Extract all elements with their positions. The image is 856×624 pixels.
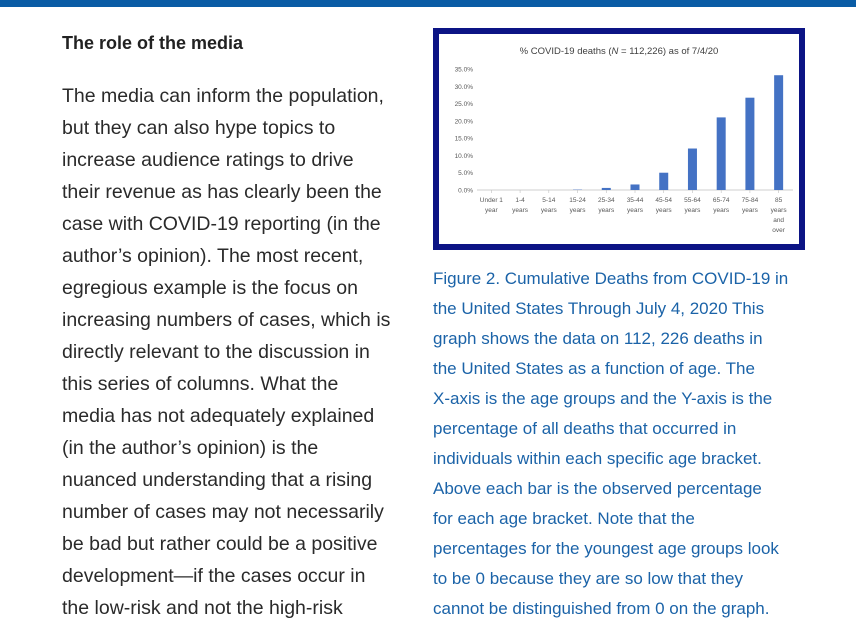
- article-line: directly relevant to the discussion in: [62, 341, 370, 363]
- x-tick-label: Under 1: [479, 197, 503, 204]
- x-tick-label: and: [773, 217, 785, 224]
- article-line: nuanced understanding that a rising: [62, 469, 373, 491]
- caption-line: X-axis is the age groups and the Y-axis is the: [433, 389, 773, 408]
- bar-4: [602, 188, 611, 190]
- y-tick-label: 15.0%: [454, 135, 473, 143]
- article-line: media has not adequately explained: [62, 405, 375, 427]
- bar-8: [717, 117, 726, 190]
- y-tick-label: 30.0%: [454, 83, 473, 91]
- bar-7: [688, 149, 697, 190]
- caption-line: graph shows the data on 112, 226 deaths in: [433, 329, 763, 348]
- x-tick-label: 45-54: [655, 197, 673, 204]
- article-line: The media can inform the population,: [62, 85, 384, 107]
- article-line: this series of columns. What the: [62, 373, 339, 395]
- article-line: be bad but rather could be a positive: [62, 533, 378, 555]
- caption-line: the United States as a function of age. The: [433, 359, 755, 378]
- section-heading: The role of the media: [62, 33, 244, 53]
- caption-line: percentages for the youngest age groups look: [433, 539, 779, 558]
- x-tick-label: 65-74: [712, 197, 730, 204]
- article-body: [62, 80, 412, 624]
- article-line: the low-risk and not the high-risk: [62, 597, 343, 619]
- x-tick-label: 15-24: [569, 197, 586, 204]
- x-tick-label: years: [627, 207, 643, 214]
- x-tick-label: years: [598, 207, 615, 214]
- x-tick-label: years: [569, 207, 586, 214]
- x-tick-label: years: [741, 207, 758, 214]
- figure-caption: [433, 264, 833, 624]
- caption-line: for each age bracket. Note that the: [433, 509, 695, 528]
- x-tick-label: years: [713, 207, 730, 214]
- x-tick-label: 85: [775, 197, 783, 204]
- caption-line: cannot be distinguished from 0 on the graph.: [433, 599, 770, 618]
- article-line: case with COVID-19 reporting (in the: [62, 213, 381, 235]
- caption-line: to be 0 because they are so low that they: [433, 569, 743, 588]
- x-tick-label: 35-44: [626, 197, 644, 204]
- y-tick-label: 5.0%: [458, 170, 473, 178]
- y-tick-label: 35.0%: [454, 66, 473, 74]
- article-line: (in the author’s opinion) is the: [62, 437, 319, 459]
- x-tick-label: 55-64: [684, 197, 701, 204]
- caption-line: Above each bar is the observed percentage: [433, 479, 762, 498]
- bar-10: [774, 75, 783, 190]
- figure-frame: [433, 28, 805, 250]
- bar-6: [659, 173, 668, 190]
- y-tick-label: 20.0%: [454, 118, 473, 126]
- caption-line: Figure 2. Cumulative Deaths from COVID-19 in: [433, 269, 789, 288]
- x-tick-label: over: [772, 227, 785, 234]
- article-line: their revenue as has clearly been the: [62, 181, 382, 203]
- x-tick-label: 1-4: [515, 197, 525, 204]
- article-line: increasing numbers of cases, which is: [62, 309, 391, 331]
- top-accent-bar: [0, 0, 856, 7]
- article-line: author’s opinion). The most recent,: [62, 245, 364, 267]
- article-line: but they can also hype topics to: [62, 117, 336, 139]
- x-tick-label: years: [540, 207, 557, 214]
- x-tick-label: year: [485, 207, 498, 214]
- article-line: egregious example is the focus on: [62, 277, 358, 299]
- x-tick-label: years: [684, 207, 701, 214]
- article-line: number of cases may not necessarily: [62, 501, 384, 523]
- chart-title: % COVID-19 deaths (N = 112,226) as of 7/4/20: [519, 46, 719, 57]
- x-tick-label: 25-34: [597, 197, 615, 204]
- x-tick-label: years: [770, 207, 787, 214]
- bar-5: [631, 184, 640, 190]
- x-tick-label: 75-84: [741, 197, 759, 204]
- x-tick-label: 5-14: [542, 197, 556, 204]
- y-tick-label: 10.0%: [454, 152, 473, 160]
- x-tick-label: years: [512, 207, 529, 214]
- y-tick-label: 0.0%: [458, 187, 473, 195]
- article-line: increase audience ratings to drive: [62, 149, 354, 171]
- caption-line: individuals within each specific age bracket.: [433, 449, 762, 468]
- bar-chart: [439, 34, 799, 244]
- caption-line: percentage of all deaths that occurred in: [433, 419, 737, 438]
- article-line: development—if the cases occur in: [62, 565, 366, 587]
- caption-line: the United States Through July 4, 2020 This: [433, 299, 765, 318]
- y-tick-label: 25.0%: [454, 101, 473, 109]
- bar-9: [745, 98, 754, 190]
- x-tick-label: years: [655, 207, 672, 214]
